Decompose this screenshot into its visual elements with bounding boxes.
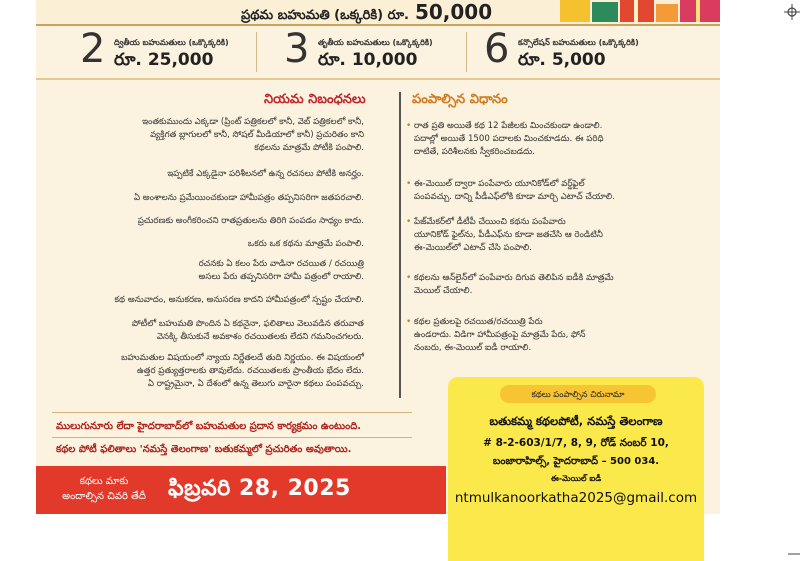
prize-tier-third — [284, 28, 484, 76]
rule-item — [134, 192, 364, 205]
prize-label: కన్సొలేషన్ బహుమతులు (ఒక్కొక్కరికి) — [518, 38, 639, 47]
first-prize-amount: 50,000 — [414, 0, 493, 24]
prize-count: 2 — [80, 26, 106, 72]
prize-count: 3 — [284, 26, 310, 72]
rule-line: వ్యక్తిగత బ్లాగులలో కానీ, సోషల్ మీడియాలో కానీ) ప్రచురితం కాని — [150, 130, 364, 140]
results-notice: కథల పోటీ ఫలితాలు 'నమస్తే తెలంగాణ' బతుకమ్మలో ప్రచురితం అవుతాయి. — [56, 444, 352, 455]
divider — [52, 412, 412, 413]
deadline-label-line: కథలు మాకు — [79, 476, 129, 487]
rule-line: ప్రచురణకు అంగీకరించని రాతప్రతులను తిరిగి పంపడం సాధ్యం కాదు. — [137, 216, 364, 226]
deadline-banner — [36, 466, 446, 514]
page-edge-marks — [782, 0, 800, 561]
method-step — [406, 216, 676, 255]
prize-amount: రూ. 10,000 — [318, 50, 418, 70]
step-line: ఉండరాదు. విడిగా హామీపత్రంపై మాత్రమే పేరు, ఫోన్ — [414, 330, 586, 340]
prize-count: 6 — [484, 26, 510, 72]
step-line: రాత ప్రతి అయితే కథ 12 పేజీలకు మించకుండా ఉండాలి. — [414, 121, 603, 131]
step-line: ఈ-మెయిల్ ద్వారా పంపేవారు యూనికోడ్‌లో వర్డ్‌ఫైల్ — [414, 179, 585, 189]
rule-item — [121, 352, 364, 391]
address-header: కథలు పంపాల్సిన చిరునామా — [500, 385, 656, 403]
deadline-label — [50, 474, 158, 504]
deadline-date: ఫిబ్రవరి 28, 2025 — [168, 476, 351, 501]
step-line: యూనికోడ్ ఫైల్‌ను, పీడీఎఫ్‌ను కూడా జతచేసి ఆ రెండిటినీ — [414, 230, 603, 240]
prize-amount: రూ. 25,000 — [114, 50, 214, 70]
divider — [52, 437, 412, 438]
address-box — [448, 377, 704, 561]
method-step — [406, 272, 676, 298]
step-line: దాటితే, పరిశీలనకు స్వీకరించబడదు. — [414, 147, 535, 157]
step-line: మెయిల్ చేయాలి. — [414, 286, 473, 296]
step-line: కథలను ఆన్‌లైన్‌లో పంపేవారు దిగువ తెలిపిన ఐడీకి మాత్రమే — [414, 273, 614, 283]
rule-item — [248, 238, 364, 251]
bullet-icon: • — [406, 273, 412, 283]
method-step — [406, 178, 676, 204]
prize-tier-consolation — [484, 28, 714, 76]
rule-line: కథ అనువాదం, అనుకరణ, అనుసరణ కాదని హామీపత్రంలో స్పష్టం చేయాలి. — [114, 295, 364, 305]
rule-item — [115, 294, 364, 307]
email-address[interactable]: ntmulkanoorkatha2025@gmail.com — [454, 490, 698, 506]
step-line: పదాల్లో అయితే 1500 పదాలకు మించకూడదు. ఈ పరిధి — [414, 134, 604, 144]
prize-amount: రూ. 5,000 — [518, 50, 606, 70]
address-name: బతుకమ్మ కథలపోటీ, నమస్తే తెలంగాణ — [489, 414, 663, 428]
rule-item — [142, 116, 364, 155]
method-step — [406, 120, 676, 159]
rule-line: వెనక్కి తీసుకునే అవకాశం రచయితలకు లేదని గమనించగలరు. — [156, 332, 364, 342]
step-line: ఈ-మెయిల్‌లో ఎటాచ్ చేసి పంపాలి. — [414, 243, 532, 253]
rule-line: ఏ అంశాలను ప్రమేయించకుండా హామీపత్రం తప్పనిసరిగా జతపరచాలి. — [133, 193, 364, 203]
rule-line: ఇంతకుముందు ఎక్కడా (ప్రింట్ పత్రికలలో కానీ, వెబ్ పత్రికలలో కానీ, — [142, 117, 364, 127]
rule-item — [199, 258, 364, 284]
rule-line: అసలు పేరు తప్పనిసరిగా హామీ పత్రంలో రాయాలి. — [198, 272, 364, 282]
rule-item — [167, 168, 364, 181]
ceremony-notice: ములుగునూరు లేదా హైదరాబాద్‌లో బహుమతుల ప్రదాన కార్యక్రమం ఉంటుంది. — [56, 421, 362, 432]
rule-item — [132, 318, 364, 344]
prize-label: ద్వితీయ బహుమతులు (ఒక్కొక్కరికి) — [114, 38, 229, 47]
method-step — [406, 316, 676, 355]
address-line: # 8-2-603/1/7, 8, 9, రోడ్ నంబర్ 10, — [483, 437, 669, 449]
step-line: పేజ్‌మేకర్‌లో డీటీపీ చేయించి కథను పంపేవారు — [414, 217, 566, 227]
prize-tiers — [36, 26, 720, 80]
rule-line: ఇప్పటికే ఎక్కడైనా పరిశీలనలో ఉన్న రచనలు పోటీకి అనర్హం. — [167, 169, 364, 179]
bullet-icon: • — [406, 217, 412, 227]
step-line: నంబరు, ఈ-మెయిల్ ఐడీ రాయాలి. — [414, 343, 532, 353]
first-prize-text — [241, 0, 492, 26]
address-line: బంజారాహిల్స్, హైదరాబాద్ – 500 034. — [492, 456, 660, 467]
rule-line: బహుమతుల విషయంలో న్యాయ నిర్ణేతలదే తుది నిర్ణయం. ఈ విషయంలో — [121, 353, 364, 363]
gift-boxes-illustration — [560, 0, 720, 22]
prize-label: తృతీయ బహుమతులు (ఒక్కొక్కరికి) — [318, 38, 433, 47]
bullet-icon: • — [406, 317, 412, 327]
rule-line: పోటీలో బహుమతి పొందిన ఏ కథనైనా, ఫలితాలు వెలువడిన తరువాత — [131, 319, 364, 329]
rule-line: ఏ రాష్ట్రమైనా, ఏ దేశంలో ఉన్న తెలుగు వారైనా కథలు పంపవచ్చు. — [147, 379, 364, 389]
rule-line: కథలను మాత్రమే పోటీకి పంపాలి. — [254, 143, 364, 153]
first-prize-label: ప్రథమ బహుమతి (ఒక్కరికి) రూ. — [241, 8, 409, 23]
step-line: కథల ప్రతులపై రచయిత/రచయిత్రి పేరు — [414, 317, 543, 327]
bullet-icon: • — [406, 121, 412, 131]
rule-line: ఉత్తర ప్రత్యుత్తరాలకు తావులేదు. రచయితలకు ప్రాంతీయ భేదం లేదు. — [136, 366, 364, 376]
rule-item — [138, 215, 364, 228]
rule-line: ఒకరు ఒక కథను మాత్రమే పంపాలి. — [247, 239, 364, 249]
step-line: పంపవచ్చు. దాన్ని పీడీఎఫ్‌లోకి కూడా మార్చి ఎటాచ్ చేయాలి. — [414, 192, 615, 202]
divider — [256, 32, 257, 72]
deadline-label-line: అందాల్సిన చివరి తేదీ — [62, 491, 146, 502]
column-divider — [399, 92, 401, 398]
rules-title: నియమ నిబంధనలు — [264, 92, 366, 107]
method-title: పంపాల్సిన విధానం — [412, 92, 508, 107]
first-prize-banner — [36, 0, 720, 26]
email-label: ఈ-మెయిల్ ఐడీ — [550, 474, 602, 483]
divider — [466, 32, 467, 72]
rule-line: రచనకు ఏ కలం పేరు వాడినా రచయిత / రచయిత్రి — [198, 259, 364, 269]
prize-tier-second — [80, 28, 280, 76]
bullet-icon: • — [406, 179, 412, 189]
